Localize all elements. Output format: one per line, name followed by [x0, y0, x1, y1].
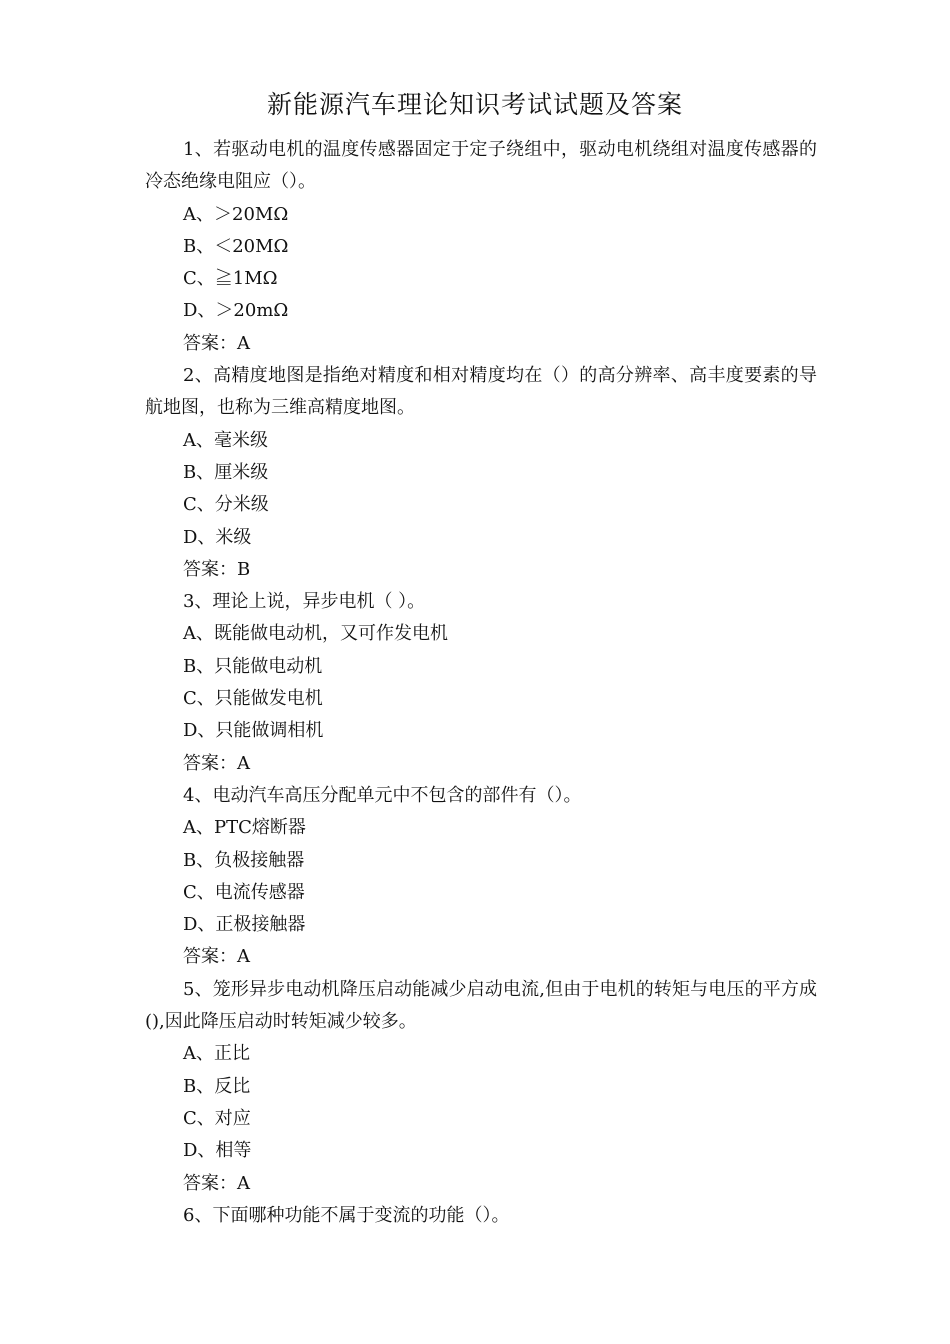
option-d: D、＞20mΩ [183, 300, 289, 322]
option-a: A、毫米级 [183, 429, 268, 451]
option-b: B、反比 [183, 1075, 251, 1097]
answer: 答案：A [183, 946, 250, 968]
question-block [145, 586, 817, 780]
option-b: B、＜20MΩ [183, 235, 289, 257]
option-b: B、负极接触器 [183, 849, 305, 871]
question-block [145, 134, 817, 360]
question-stem: 5、笼形异步电动机降压启动能减少启动电流,但由于电机的转矩与电压的平方成(),因此降压启动时转矩减少较多。 [145, 978, 817, 1033]
option-c: C、对应 [183, 1107, 251, 1129]
option-a: A、＞20MΩ [183, 203, 289, 225]
option-c: C、分米级 [183, 494, 269, 516]
option-c: C、电流传感器 [183, 881, 305, 903]
option-a: A、既能做电动机，又可作发电机 [183, 623, 448, 645]
question-stem: 2、高精度地图是指绝对精度和相对精度均在（）的高分辨率、高丰度要素的导航地图，也称为三维高精度地图。 [145, 365, 817, 419]
question-stem: 6、下面哪种功能不属于变流的功能（）。 [183, 1204, 510, 1226]
question-block [145, 974, 817, 1200]
option-c: C、只能做发电机 [183, 688, 323, 710]
option-b: B、厘米级 [183, 461, 269, 483]
option-d: D、正极接触器 [183, 914, 306, 936]
option-c: C、≧1MΩ [183, 268, 278, 290]
answer: 答案：A [183, 332, 250, 354]
question-block [145, 360, 817, 586]
option-b: B、只能做电动机 [183, 655, 323, 677]
question-list [145, 134, 817, 1232]
answer: 答案：B [183, 558, 251, 580]
option-a: A、正比 [183, 1043, 250, 1065]
question-stem: 3、理论上说，异步电机（ ）。 [183, 591, 426, 613]
option-a: A、PTC熔断器 [183, 817, 306, 839]
page-title: 新能源汽车理论知识考试试题及答案 [266, 90, 683, 119]
option-d: D、相等 [183, 1140, 252, 1162]
question-stem: 4、电动汽车高压分配单元中不包含的部件有（）。 [183, 784, 582, 806]
option-d: D、米级 [183, 526, 252, 548]
question-block [145, 1200, 817, 1232]
answer: 答案：A [183, 752, 250, 774]
question-stem: 1、若驱动电机的温度传感器固定于定子绕组中，驱动电机绕组对温度传感器的冷态绝缘电阻应（）。 [145, 139, 817, 193]
question-block [145, 780, 817, 974]
answer: 答案：A [183, 1172, 250, 1194]
option-d: D、只能做调相机 [183, 720, 324, 742]
